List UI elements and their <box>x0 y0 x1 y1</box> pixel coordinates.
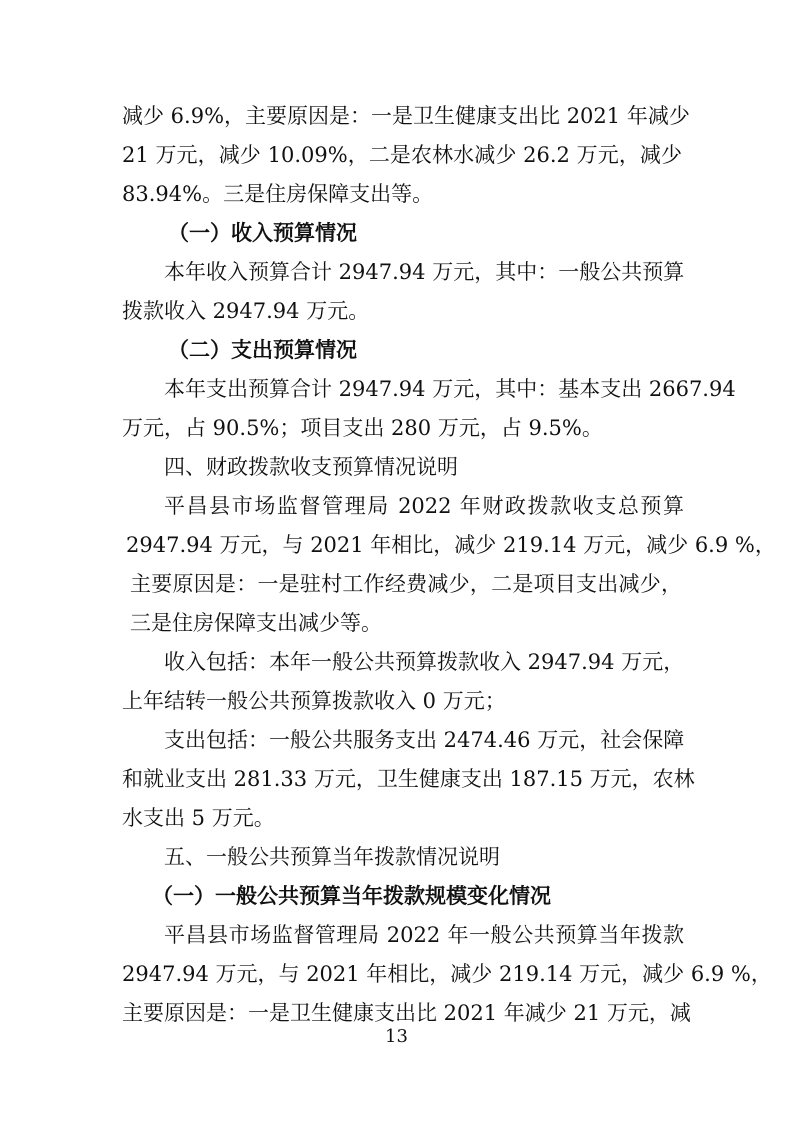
body-text-line: 21 万元，减少 10.09%，二是农林水减少 26.2 万元，减少 <box>122 143 682 167</box>
body-text-line: 三是住房保障支出减少等。 <box>130 611 382 635</box>
body-text-line: 主要原因是：一是卫生健康支出比 2021 年减少 21 万元，减 <box>122 1001 691 1025</box>
body-text-line: 支出包括：一般公共服务支出 2474.46 万元，社会保障 <box>164 728 685 752</box>
chapter-heading: 五、一般公共预算当年拨款情况说明 <box>164 845 500 869</box>
section-heading: （二）支出预算情况 <box>168 338 357 362</box>
body-text-line: 拨款收入 2947.94 万元。 <box>122 299 370 323</box>
body-text-line: 上年结转一般公共预算拨款收入 0 万元； <box>122 689 506 713</box>
chapter-heading: 四、财政拨款收支预算情况说明 <box>164 455 458 479</box>
body-text-line: 83.94%。三是住房保障支出等。 <box>122 182 434 206</box>
body-text-line: 2947.94 万元，与 2021 年相比，减少 219.14 万元，减少 6.9 %， <box>126 533 776 557</box>
body-text-line: 减少 6.9%，主要原因是：一是卫生健康支出比 2021 年减少 <box>122 104 690 128</box>
body-text-line: 本年支出预算合计 2947.94 万元，其中：基本支出 2667.94 <box>164 377 736 401</box>
body-text-line: 万元，占 90.5%；项目支出 280 万元，占 9.5%。 <box>122 416 603 440</box>
body-text-line: 平昌县市场监督管理局 2022 年一般公共预算当年拨款 <box>164 923 684 947</box>
body-text-line: 收入包括：本年一般公共预算拨款收入 2947.94 万元， <box>164 650 685 674</box>
body-text-line: 和就业支出 281.33 万元，卫生健康支出 187.15 万元，农林 <box>122 767 695 791</box>
body-text-line: 平昌县市场监督管理局 2022 年财政拨款收支总预算 <box>164 494 684 518</box>
body-text-line: 2947.94 万元，与 2021 年相比，减少 219.14 万元，减少 6.9 %， <box>122 962 772 986</box>
body-text-line: 本年收入预算合计 2947.94 万元，其中：一般公共预算 <box>164 260 685 284</box>
page-number: 13 <box>385 1026 408 1047</box>
body-text-line: 水支出 5 万元。 <box>122 806 275 830</box>
section-heading: （一）收入预算情况 <box>168 221 357 245</box>
section-heading: （一）一般公共预算当年拨款规模变化情况 <box>152 884 551 908</box>
body-text-line: 主要原因是：一是驻村工作经费减少，二是项目支出减少， <box>130 572 682 596</box>
